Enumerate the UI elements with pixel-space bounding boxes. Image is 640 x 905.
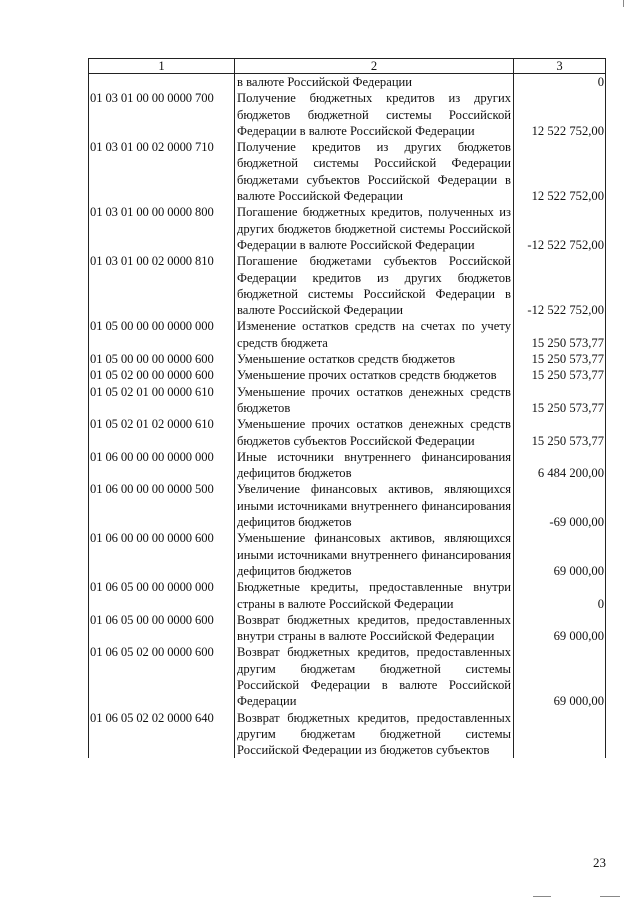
- table-row: [89, 139, 606, 204]
- amount-cell: 0: [514, 74, 606, 91]
- code-cell: 01 05 02 00 00 0000 600: [89, 367, 235, 383]
- code-cell: 01 05 02 01 02 0000 610: [89, 416, 235, 449]
- table-row: [89, 612, 606, 645]
- scan-edge-mark: [623, 0, 624, 7]
- name-cell: Возврат бюджетных кредитов, предоставленных внутри страны в валюте Российской Федерации: [235, 612, 514, 645]
- table-row: [89, 204, 606, 253]
- table-row: [89, 710, 606, 759]
- column-header-amount: 3: [514, 59, 606, 74]
- code-cell: 01 03 01 00 02 0000 710: [89, 139, 235, 204]
- code-cell: 01 06 00 00 00 0000 500: [89, 481, 235, 530]
- name-cell: Уменьшение прочих остатков денежных средств бюджетов: [235, 384, 514, 417]
- code-cell: 01 06 05 02 00 0000 600: [89, 644, 235, 709]
- code-cell: 01 05 02 01 00 0000 610: [89, 384, 235, 417]
- name-cell: Уменьшение прочих остатков денежных средств бюджетов субъектов Российской Федерации: [235, 416, 514, 449]
- name-cell: Получение кредитов из других бюджетов бюджетной системы Российской Федерации бюджетами субъектов Российской Федерации в валюте Российской Федерации: [235, 139, 514, 204]
- amount-cell: -12 522 752,00: [514, 253, 606, 318]
- name-cell: Иные источники внутреннего финансирования дефицитов бюджетов: [235, 449, 514, 482]
- scan-edge-mark: [600, 896, 620, 897]
- table-row: [89, 449, 606, 482]
- amount-cell: 0: [514, 579, 606, 612]
- name-cell: Уменьшение остатков средств бюджетов: [235, 351, 514, 367]
- code-cell: [89, 74, 235, 91]
- name-cell: в валюте Российской Федерации: [235, 74, 514, 91]
- table-row: [89, 318, 606, 351]
- table-row: [89, 416, 606, 449]
- code-cell: 01 06 05 02 02 0000 640: [89, 710, 235, 759]
- scan-edge-mark: [533, 896, 551, 897]
- code-cell: 01 03 01 00 02 0000 810: [89, 253, 235, 318]
- name-cell: Погашение бюджетами субъектов Российской Федерации кредитов из других бюджетов бюджетной системы Российской Федерации в валюте Российской Федерации: [235, 253, 514, 318]
- code-cell: 01 06 05 00 00 0000 000: [89, 579, 235, 612]
- page-number: 23: [593, 855, 606, 870]
- table-header-row: [89, 59, 606, 74]
- amount-cell: 15 250 573,77: [514, 367, 606, 383]
- amount-cell: 69 000,00: [514, 530, 606, 579]
- amount-cell: -12 522 752,00: [514, 204, 606, 253]
- table-row: [89, 351, 606, 367]
- amount-cell: -69 000,00: [514, 481, 606, 530]
- name-cell: Возврат бюджетных кредитов, предоставленных другим бюджетам бюджетной системы Российской Федерации из бюджетов субъектов: [235, 710, 514, 759]
- column-header-code: 1: [89, 59, 235, 74]
- code-cell: 01 05 00 00 00 0000 600: [89, 351, 235, 367]
- table-row: [89, 644, 606, 709]
- amount-cell: 69 000,00: [514, 612, 606, 645]
- code-cell: 01 03 01 00 00 0000 700: [89, 90, 235, 139]
- table-row: [89, 384, 606, 417]
- table-row: [89, 74, 606, 91]
- code-cell: 01 03 01 00 00 0000 800: [89, 204, 235, 253]
- amount-cell: 6 484 200,00: [514, 449, 606, 482]
- name-cell: Изменение остатков средств на счетах по учету средств бюджета: [235, 318, 514, 351]
- amount-cell: 15 250 573,77: [514, 416, 606, 449]
- table-row: [89, 367, 606, 383]
- table-row: [89, 90, 606, 139]
- code-cell: 01 05 00 00 00 0000 000: [89, 318, 235, 351]
- budget-sources-table: [88, 58, 606, 758]
- table-row: [89, 481, 606, 530]
- code-cell: 01 06 00 00 00 0000 600: [89, 530, 235, 579]
- code-cell: 01 06 00 00 00 0000 000: [89, 449, 235, 482]
- name-cell: Увеличение финансовых активов, являющихся иными источниками внутреннего финансирования дефицитов бюджетов: [235, 481, 514, 530]
- name-cell: Погашение бюджетных кредитов, полученных из других бюджетов бюджетной системы Российской Федерации в валюте Российской Федерации: [235, 204, 514, 253]
- code-cell: 01 06 05 00 00 0000 600: [89, 612, 235, 645]
- table-body: [89, 74, 606, 759]
- name-cell: Бюджетные кредиты, предоставленные внутри страны в валюте Российской Федерации: [235, 579, 514, 612]
- amount-cell: 69 000,00: [514, 644, 606, 709]
- amount-cell: 12 522 752,00: [514, 90, 606, 139]
- amount-cell: 12 522 752,00: [514, 139, 606, 204]
- name-cell: Возврат бюджетных кредитов, предоставленных другим бюджетам бюджетной системы Российской Федерации в валюте Российской Федерации: [235, 644, 514, 709]
- amount-cell: 15 250 573,77: [514, 384, 606, 417]
- name-cell: Получение бюджетных кредитов из других бюджетов бюджетной системы Российской Федерации в валюте Российской Федерации: [235, 90, 514, 139]
- amount-cell: [514, 710, 606, 759]
- name-cell: Уменьшение прочих остатков средств бюджетов: [235, 367, 514, 383]
- table-row: [89, 579, 606, 612]
- amount-cell: 15 250 573,77: [514, 318, 606, 351]
- table-row: [89, 253, 606, 318]
- table-row: [89, 530, 606, 579]
- name-cell: Уменьшение финансовых активов, являющихся иными источниками внутреннего финансирования дефицитов бюджетов: [235, 530, 514, 579]
- amount-cell: 15 250 573,77: [514, 351, 606, 367]
- column-header-name: 2: [235, 59, 514, 74]
